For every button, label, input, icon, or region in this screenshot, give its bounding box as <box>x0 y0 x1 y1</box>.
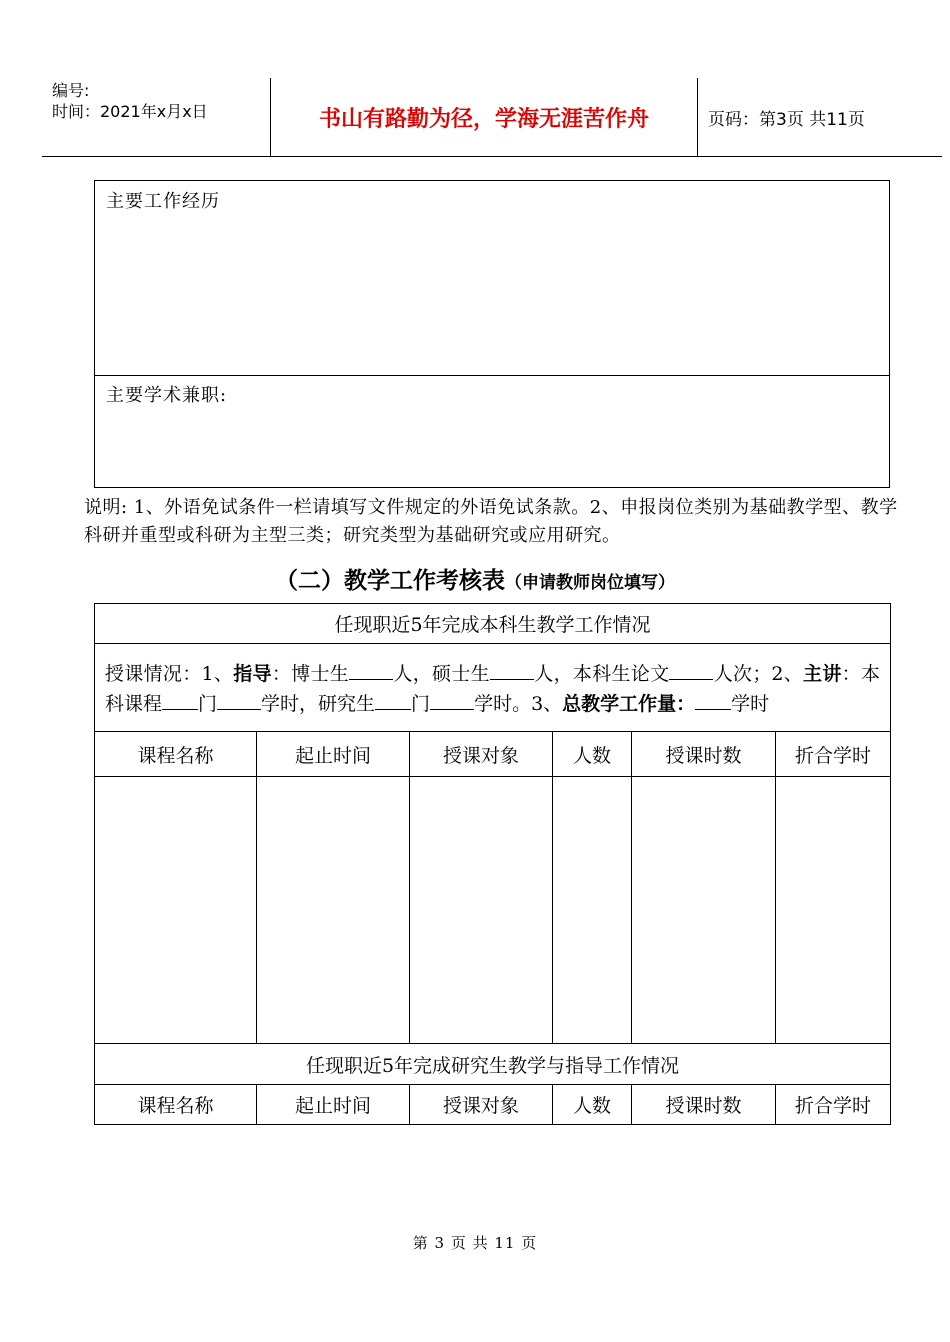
hours-text: 学时。3、 <box>474 692 563 715</box>
undergrad-title: 任现职近5年完成本科生教学工作情况 <box>95 604 891 644</box>
column-header: 课程名称 <box>95 732 257 777</box>
unit-text: 学时 <box>731 692 770 715</box>
doc-time-label: 时间：2021年x月x日 <box>52 102 208 121</box>
column-header: 起止时间 <box>257 732 410 777</box>
page-header <box>42 78 942 157</box>
teaching-info-prefix: 授课情况：1、 <box>105 662 234 685</box>
lecture-text: ：本科课程 <box>105 662 880 715</box>
blank-field[interactable] <box>669 661 713 680</box>
door-text: 门 <box>198 692 218 715</box>
empty-cell[interactable] <box>410 777 553 1044</box>
column-header: 授课对象 <box>410 732 553 777</box>
header-divider <box>697 78 698 156</box>
empty-cell[interactable] <box>776 777 891 1044</box>
grad-title: 任现职近5年完成研究生教学与指导工作情况 <box>95 1044 891 1085</box>
guide-label: 指导 <box>233 662 272 685</box>
empty-cell[interactable] <box>95 777 257 1044</box>
blank-field[interactable] <box>430 691 474 710</box>
column-header: 折合学时 <box>776 1085 891 1125</box>
academic-posts-label: 主要学术兼职: <box>106 385 228 406</box>
box-divider <box>95 375 889 376</box>
section-title <box>0 562 950 595</box>
teaching-assessment-table <box>94 603 891 1125</box>
work-experience-label: 主要工作经历 <box>106 191 220 212</box>
lecture-label: 主讲 <box>803 662 842 685</box>
column-header: 授课对象 <box>410 1085 553 1125</box>
section-title-sub: （申请教师岗位填写） <box>505 573 675 593</box>
blank-field[interactable] <box>490 661 534 680</box>
column-header: 折合学时 <box>776 732 891 777</box>
blank-field[interactable] <box>375 691 411 710</box>
guide-text: ：博士生 <box>271 662 350 685</box>
blank-field[interactable] <box>162 691 198 710</box>
times-text: 人次；2、 <box>713 662 804 685</box>
blank-field[interactable] <box>349 661 393 680</box>
person-text: 人，本科生论文 <box>533 662 670 685</box>
header-meta <box>52 80 272 122</box>
empty-cell[interactable] <box>632 777 776 1044</box>
column-header: 授课时数 <box>632 732 776 777</box>
total-workload-label: 总教学工作量： <box>562 692 696 715</box>
column-header: 人数 <box>553 1085 632 1125</box>
person-text: 人，硕士生 <box>393 662 490 685</box>
page-footer: 第 3 页 共 11 页 <box>412 1234 538 1252</box>
column-header: 课程名称 <box>95 1085 257 1125</box>
column-header: 人数 <box>553 732 632 777</box>
experience-box <box>94 180 890 488</box>
blank-field[interactable] <box>217 691 261 710</box>
blank-field[interactable] <box>695 691 731 710</box>
header-motto: 书山有路勤为径，学海无涯苦作舟 <box>318 106 649 132</box>
column-header: 起止时间 <box>257 1085 410 1125</box>
explanation-note: 说明: 1、外语免试条件一栏请填写文件规定的外语免试条款。2、申报岗位类别为基础教学型、教学科研并重型或科研为主型三类；研究类型为基础研究或应用研究。 <box>84 497 898 546</box>
teaching-info <box>95 644 891 732</box>
door-text: 门 <box>411 692 431 715</box>
doc-number-label: 编号: <box>52 81 90 100</box>
empty-cell[interactable] <box>553 777 632 1044</box>
header-page-info: 页码：第3页 共11页 <box>708 109 865 130</box>
empty-cell[interactable] <box>257 777 410 1044</box>
section-title-main: （二）教学工作考核表 <box>275 568 505 594</box>
column-header: 授课时数 <box>632 1085 776 1125</box>
hours-text: 学时，研究生 <box>261 692 376 715</box>
